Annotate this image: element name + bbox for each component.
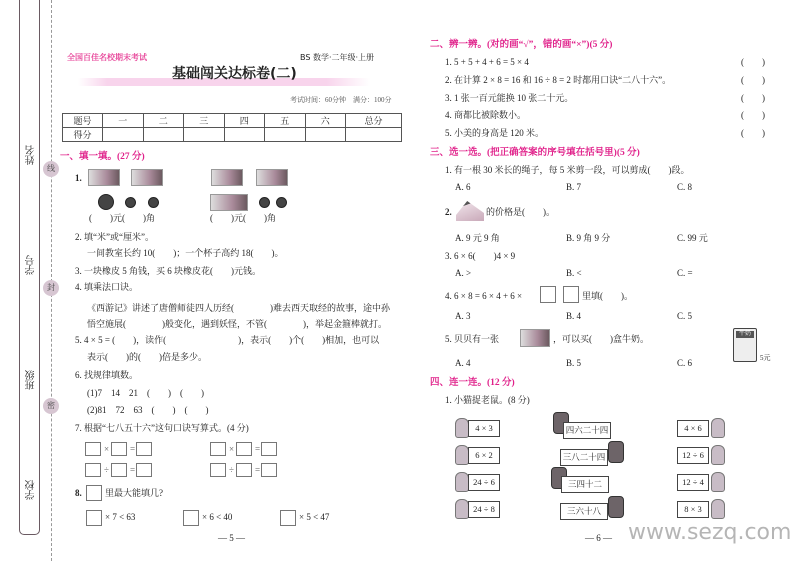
answer-blank[interactable]: ( ) [741, 57, 765, 67]
match-card[interactable]: 三四十二 [561, 476, 609, 493]
match-card[interactable]: 四六二十四 [563, 422, 611, 439]
table-row [63, 114, 402, 128]
banknote-image [88, 169, 120, 186]
score-input[interactable] [265, 128, 306, 142]
milk-label: 牛奶 [736, 331, 754, 338]
option-b[interactable]: B. 4 [566, 311, 582, 321]
answer-blank[interactable]: ( ) [741, 110, 765, 120]
answer-box[interactable] [86, 510, 102, 526]
table-cell: 得分 [63, 128, 103, 142]
question-text: 7. 根据“七八五十六”这句口诀写算式。(4 分) [75, 423, 249, 433]
answer-box[interactable] [85, 442, 101, 456]
question-text: 5. 贝贝有一张 [445, 334, 500, 344]
match-card[interactable]: 三八二十四 [560, 449, 608, 466]
watermark: www.sezq.com [628, 520, 792, 545]
table-cell: 四 [224, 114, 265, 128]
section-1-heading: 一、填一填。(27 分) [60, 152, 145, 162]
question-text: 《西游记》讲述了唐僧师徒四人历经( )难去西天取经的故事，途中孙 [87, 303, 390, 313]
question-text: 3. 6 × 6( )4 × 9 [445, 251, 516, 261]
answer-box[interactable] [280, 510, 296, 526]
match-card[interactable]: 12 ÷ 6 [677, 447, 709, 464]
score-input[interactable] [103, 128, 144, 142]
table-cell: 一 [103, 114, 144, 128]
box-icon [540, 286, 556, 303]
answer-box[interactable] [261, 463, 277, 477]
option-b[interactable]: B. < [566, 268, 582, 278]
equals-sign: = [255, 444, 261, 454]
option-c[interactable]: C. 99 元 [677, 233, 708, 243]
name-field-label: 姓名 [26, 145, 37, 165]
option-c[interactable]: C. 8 [677, 182, 693, 192]
list-item: 2. 在计算 2 × 8 = 16 和 16 ÷ 8 = 2 时都用口诀“二八十六”。 [445, 75, 672, 85]
option-a[interactable]: A. 4 [455, 358, 471, 368]
question-number: 1. [75, 173, 82, 183]
banknote-image [256, 169, 288, 186]
score-input[interactable] [224, 128, 265, 142]
page-number: — 6 — [585, 533, 612, 543]
inequality-text: × 6 < 40 [202, 512, 233, 522]
answer-box[interactable] [136, 463, 152, 477]
list-item: 3. 1 张一百元能换 10 张二十元。 [445, 93, 574, 103]
answer-box[interactable] [183, 510, 199, 526]
list-item: 4. 商都比被除数小。 [445, 110, 527, 120]
seal-mark-line: 线 [43, 161, 59, 177]
answer-box[interactable] [261, 442, 277, 456]
score-input[interactable] [305, 128, 346, 142]
option-b[interactable]: B. 5 [566, 358, 582, 368]
option-b[interactable]: B. 9 角 9 分 [566, 233, 611, 243]
answer-blank[interactable]: ( )元( )角 [210, 213, 276, 223]
question-text: 悟空施展( )般变化，遇到妖怪，不管( )，举起金箍棒就打。 [87, 319, 387, 329]
table-cell: 六 [305, 114, 346, 128]
question-text: (2)81 72 63 ( ) ( ) [87, 405, 209, 415]
page-title: 基础闯关达标卷(二) [172, 66, 297, 82]
coin-image [125, 197, 136, 208]
match-card[interactable]: 4 × 6 [677, 420, 709, 437]
question-text: 3. 一块橡皮 5 角钱，买 6 块橡皮花( )元钱。 [75, 266, 261, 276]
exam-info: 考试时间：60分钟 满分：100分 [290, 96, 392, 104]
option-c[interactable]: C. 5 [677, 311, 693, 321]
list-item: 5. 小美的身高是 120 米。 [445, 128, 545, 138]
banknote-image [211, 169, 243, 186]
seal-mark-seal: 封 [43, 280, 59, 296]
table-row [63, 128, 402, 142]
cake-image [456, 201, 484, 221]
question-text: 表示( )的( )倍是多少。 [87, 352, 207, 362]
coin-image [98, 194, 114, 210]
section-3-heading: 三、选一选。(把正确答案的序号填在括号里)(5 分) [430, 148, 640, 158]
series-label: 全国百佳名校期末考试 [67, 53, 147, 62]
match-card[interactable]: 24 ÷ 6 [468, 474, 500, 491]
student-id-field-label: 学号 [26, 255, 37, 275]
divide-sign: ÷ [229, 465, 234, 475]
divide-sign: ÷ [104, 465, 109, 475]
table-cell: 总分 [346, 114, 402, 128]
answer-box[interactable] [236, 463, 252, 477]
match-card[interactable]: 三六十八 [560, 503, 608, 520]
times-sign: × [104, 444, 110, 454]
inequality-text: × 5 < 47 [299, 512, 330, 522]
question-text: 里最大能填几? [105, 488, 163, 498]
answer-box[interactable] [111, 442, 127, 456]
table-cell: 五 [265, 114, 306, 128]
question-text: (1)7 14 21 ( ) ( ) [87, 388, 204, 398]
match-card[interactable]: 12 ÷ 4 [677, 474, 709, 491]
table-cell: 三 [184, 114, 225, 128]
match-card[interactable]: 4 × 3 [468, 420, 500, 437]
answer-box[interactable] [236, 442, 252, 456]
answer-blank[interactable]: ( ) [741, 93, 765, 103]
table-cell: 二 [143, 114, 184, 128]
answer-blank[interactable]: ( ) [741, 75, 765, 85]
option-a[interactable]: A. 6 [455, 182, 471, 192]
score-input[interactable] [346, 128, 402, 142]
option-c[interactable]: C. 6 [677, 358, 693, 368]
box-icon [563, 286, 579, 303]
option-c[interactable]: C. = [677, 268, 693, 278]
question-text: 一间教室长约 10( )；一个杯子高约 18( )。 [87, 248, 284, 258]
answer-box[interactable] [136, 442, 152, 456]
question-text: 里填( )。 [582, 291, 633, 301]
match-card[interactable]: 6 × 2 [468, 447, 500, 464]
box-icon [86, 485, 102, 501]
question-text: 4. 填乘法口诀。 [75, 282, 139, 292]
mouse-icon [455, 445, 469, 465]
question-number: 2. [445, 207, 452, 217]
score-input[interactable] [184, 128, 225, 142]
question-number: 8. [75, 488, 82, 498]
mouse-icon [711, 472, 725, 492]
match-card[interactable]: 24 ÷ 8 [468, 501, 500, 518]
cat-icon [608, 496, 624, 518]
question-text: 2. 填“米”或“厘米”。 [75, 232, 154, 242]
answer-box[interactable] [85, 463, 101, 477]
match-card[interactable]: 8 × 3 [677, 501, 709, 518]
seal-mark-secret: 密 [43, 398, 59, 414]
question-text: 1. 有一根 30 米长的绳子，每 5 米剪一段，可以剪成( )段。 [445, 165, 690, 175]
question-text: ，可以买( )盒牛奶。 [553, 334, 649, 344]
answer-box[interactable] [210, 442, 226, 456]
mouse-icon [711, 499, 725, 519]
coin-image [276, 197, 287, 208]
section-4-heading: 四、连一连。(12 分) [430, 378, 515, 388]
coin-image [259, 197, 270, 208]
coin-image [148, 197, 159, 208]
inequality-text: × 7 < 63 [105, 512, 136, 522]
question-text: 5. 4 × 5 = ( )，读作( )，表示( )个( )相加，也可以 [75, 335, 380, 345]
class-field-label: 班级 [26, 370, 37, 390]
answer-box[interactable] [111, 463, 127, 477]
option-a[interactable]: A. > [455, 268, 472, 278]
option-b[interactable]: B. 7 [566, 182, 582, 192]
mouse-icon [711, 418, 725, 438]
cat-icon [608, 441, 624, 463]
equals-sign: = [255, 465, 261, 475]
banknote-image [210, 194, 248, 211]
edition-label: BS 数学·二年级·上册 [300, 53, 375, 62]
mouse-icon [711, 445, 725, 465]
mouse-icon [455, 418, 469, 438]
page-number: — 5 — [218, 533, 245, 543]
banknote-image [520, 329, 550, 347]
mouse-icon [455, 472, 469, 492]
equals-sign: = [130, 444, 136, 454]
question-text: 4. 6 × 8 = 6 × 4 + 6 × [445, 291, 523, 301]
option-a[interactable]: A. 3 [455, 311, 471, 321]
mouse-icon [455, 499, 469, 519]
answer-blank[interactable]: ( )元( )角 [89, 213, 155, 223]
section-2-heading: 二、辨一辨。(对的画“√”，错的画“×”)(5 分) [430, 40, 613, 50]
banknote-image [131, 169, 163, 186]
list-item: 1. 5 + 5 + 4 + 6 = 5 × 4 [445, 57, 529, 67]
question-text: 6. 找规律填数。 [75, 370, 139, 380]
answer-box[interactable] [210, 463, 226, 477]
option-a[interactable]: A. 9 元 9 角 [455, 233, 500, 243]
school-field-label: 学校 [26, 480, 37, 500]
milk-carton-image [733, 328, 757, 362]
answer-blank[interactable]: ( ) [741, 128, 765, 138]
question-text: 的价格是( )。 [486, 207, 555, 217]
times-sign: × [229, 444, 235, 454]
score-table [62, 113, 402, 142]
table-cell: 题号 [63, 114, 103, 128]
score-input[interactable] [143, 128, 184, 142]
question-text: 1. 小猫捉老鼠。(8 分) [445, 395, 530, 405]
equals-sign: = [130, 465, 136, 475]
milk-price: 5元 [760, 354, 771, 362]
